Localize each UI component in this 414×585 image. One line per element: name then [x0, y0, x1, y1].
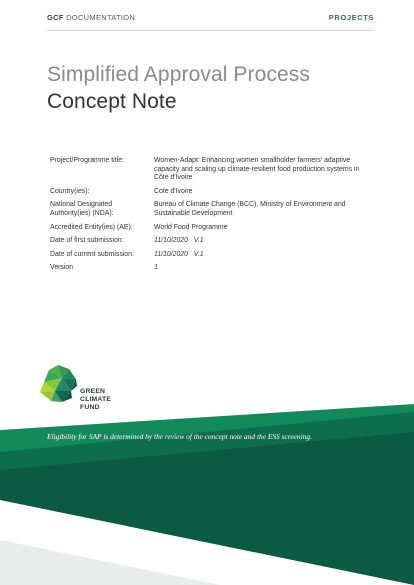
info-label: Country(ies): — [50, 187, 90, 195]
doc-label-rest: DOCUMENTATION — [63, 13, 136, 22]
info-label: Date of first submission: — [50, 237, 124, 245]
logo-line: CLIMATE — [80, 396, 112, 404]
info-table — [50, 157, 370, 273]
doc-label-bold: GCF — [47, 13, 64, 22]
gcf-globe-logo-icon — [38, 364, 78, 404]
page-title: Simplified Approval Process — [47, 63, 310, 86]
logo-line: FUND — [80, 404, 100, 412]
info-row-ae — [50, 224, 370, 233]
info-value: Women-Adapt: Enhancing women smallholder farmers' adaptive capacity and scaling up climate-resilient food production systems in Côte d'Ivoire — [154, 157, 360, 182]
page-header — [0, 0, 414, 34]
logo-line: GREEN — [80, 388, 106, 395]
info-row-title — [50, 157, 370, 183]
info-value: World Food Programme — [154, 223, 228, 231]
page-subtitle: Concept Note — [47, 90, 177, 113]
gcf-logo-wordmark — [80, 388, 111, 413]
info-value: 1 — [154, 264, 158, 272]
info-label: Accredited Entity(ies) (AE): — [50, 223, 133, 231]
info-row-nda — [50, 201, 370, 218]
info-value: Bureau of Climate Change (BCC), Ministry of Environment and Sustainable Development — [154, 201, 346, 217]
info-label: Date of current submission: — [50, 250, 134, 258]
eligibility-note: Eligibility for SAP is determined by the review of the concept note and the ESS screening. — [47, 432, 312, 441]
info-label: National Designated Authority(ies) (NDA): — [50, 201, 114, 217]
info-value: 11/10/2020 V.1 — [154, 237, 204, 245]
info-row-first-submission — [50, 237, 370, 246]
info-label: Version — [50, 264, 73, 272]
section-label: PROJECTS — [328, 13, 374, 22]
doc-label — [47, 13, 135, 22]
info-row-current-submission — [50, 251, 370, 260]
info-row-version — [50, 264, 370, 273]
info-value: Cote d'Ivoire — [154, 187, 193, 195]
info-row-country — [50, 188, 370, 197]
info-value: 11/10/2020 V.1 — [154, 250, 204, 258]
info-label: Project/Programme title: — [50, 157, 124, 164]
header-divider — [47, 30, 374, 31]
